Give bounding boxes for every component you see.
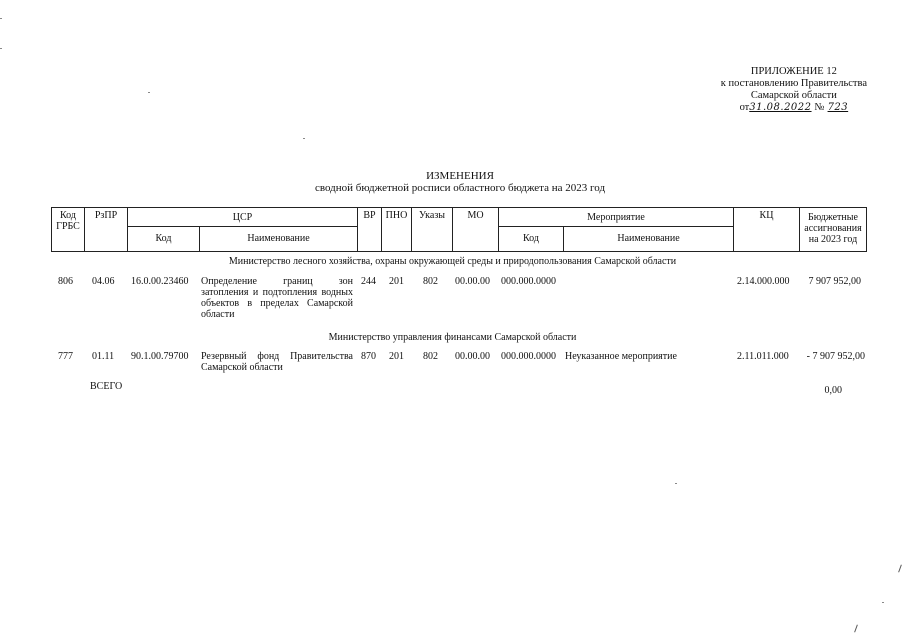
header-ukazy: [411, 207, 453, 252]
header-csr-kod: [127, 226, 200, 252]
header-budget-line3: на 2023 год: [808, 234, 858, 245]
total-value: 0,00: [824, 385, 842, 396]
date-prefix: от: [739, 102, 750, 113]
row-grbs: 777: [58, 351, 73, 362]
row-mer-name: Неуказанное мероприятие: [565, 351, 677, 362]
number-label: №: [814, 102, 825, 113]
header-mo-label: МО: [467, 210, 484, 221]
row-rzpr: 04.06: [92, 276, 115, 287]
header-csr-kod-label: Код: [155, 233, 172, 244]
header-pno-label: ПНО: [385, 210, 408, 221]
header-kod-grbs: [51, 207, 85, 252]
row-mo: 00.00.00: [455, 276, 490, 287]
row-ukazy: 802: [423, 276, 438, 287]
header-rzpr-label: РзПР: [94, 210, 118, 221]
header-mer-kod-label: Код: [523, 233, 539, 244]
header-meropriyatie: [498, 207, 734, 227]
handwritten-number: 723: [827, 102, 849, 113]
header-budget-line2: ассигнования: [804, 223, 862, 234]
header-kc-label: КЦ: [759, 210, 774, 221]
scan-speck: [148, 92, 150, 93]
table-header: [51, 207, 867, 252]
row-kc: 2.11.011.000: [737, 351, 789, 362]
row-rzpr: 01.11: [92, 351, 115, 362]
row-vr: 244: [361, 276, 376, 287]
appendix-line-region: Самарской области: [750, 90, 837, 101]
row-csr-name: Определение границ зон затопления и подтопления водных объектов в пределах Самарской области: [201, 276, 353, 320]
appendix-block: [721, 66, 867, 114]
section-title-finance: Министерство управления финансами Самарской области: [328, 332, 577, 343]
row-kc: 2.14.000.000: [737, 276, 790, 287]
header-meropriyatie-label: Мероприятие: [587, 212, 645, 223]
header-ukazy-label: Указы: [418, 210, 445, 221]
title-main: ИЗМЕНЕНИЯ: [426, 170, 494, 182]
row-mer-code: 000.000.0000: [501, 351, 556, 362]
header-mer-name: [563, 226, 734, 252]
header-mo: [452, 207, 499, 252]
section-title-forestry: Министерство лесного хозяйства, охраны окружающей среды и природопользования Самарской области: [228, 256, 677, 267]
scan-speck: [0, 18, 2, 19]
header-mer-name-label: Наименование: [617, 233, 680, 244]
row-pno: 201: [389, 276, 404, 287]
header-csr: [127, 207, 358, 227]
row-csr-code: 90.1.00.79700: [131, 351, 189, 362]
row-vr: 870: [361, 351, 376, 362]
header-kc: [733, 207, 800, 252]
scan-speck: [0, 48, 2, 49]
header-csr-name: [199, 226, 358, 252]
appendix-date-line: [721, 102, 867, 114]
title-subtitle: сводной бюджетной росписи областного бюджета на 2023 год: [314, 182, 606, 194]
header-pno: [381, 207, 412, 252]
header-kod-grbs-label: Код ГРБС: [56, 210, 80, 232]
header-vr: [357, 207, 382, 252]
document-title: [0, 170, 905, 194]
header-budget-line1: Бюджетные: [808, 212, 858, 223]
row-pno: 201: [389, 351, 404, 362]
row-amount: 7 907 952,00: [808, 276, 861, 287]
header-budget: [799, 207, 867, 252]
row-csr-code: 16.0.00.23460: [131, 276, 189, 287]
row-amount: - 7 907 952,00: [806, 351, 865, 362]
scan-speck: [882, 602, 884, 603]
scan-mark: [898, 565, 902, 573]
header-csr-name-label: Наименование: [247, 233, 310, 244]
row-mer-code: 000.000.0000: [501, 276, 556, 287]
scan-mark: [854, 625, 858, 633]
scan-speck: [675, 483, 677, 484]
total-label: ВСЕГО: [90, 381, 123, 392]
row-csr-name: Резервный фонд Правительства Самарской области: [201, 351, 353, 373]
row-mo: 00.00.00: [455, 351, 490, 362]
scan-speck: [303, 138, 305, 139]
appendix-title: ПРИЛОЖЕНИЕ 12: [750, 66, 837, 77]
row-grbs: 806: [58, 276, 73, 287]
row-ukazy: 802: [423, 351, 438, 362]
header-csr-label: ЦСР: [232, 212, 253, 223]
header-vr-label: ВР: [363, 210, 376, 221]
header-mer-kod: [498, 226, 564, 252]
handwritten-date: 31.08.2022: [749, 102, 812, 113]
header-rzpr: [84, 207, 128, 252]
appendix-line-decree: к постановлению Правительства: [720, 78, 867, 89]
